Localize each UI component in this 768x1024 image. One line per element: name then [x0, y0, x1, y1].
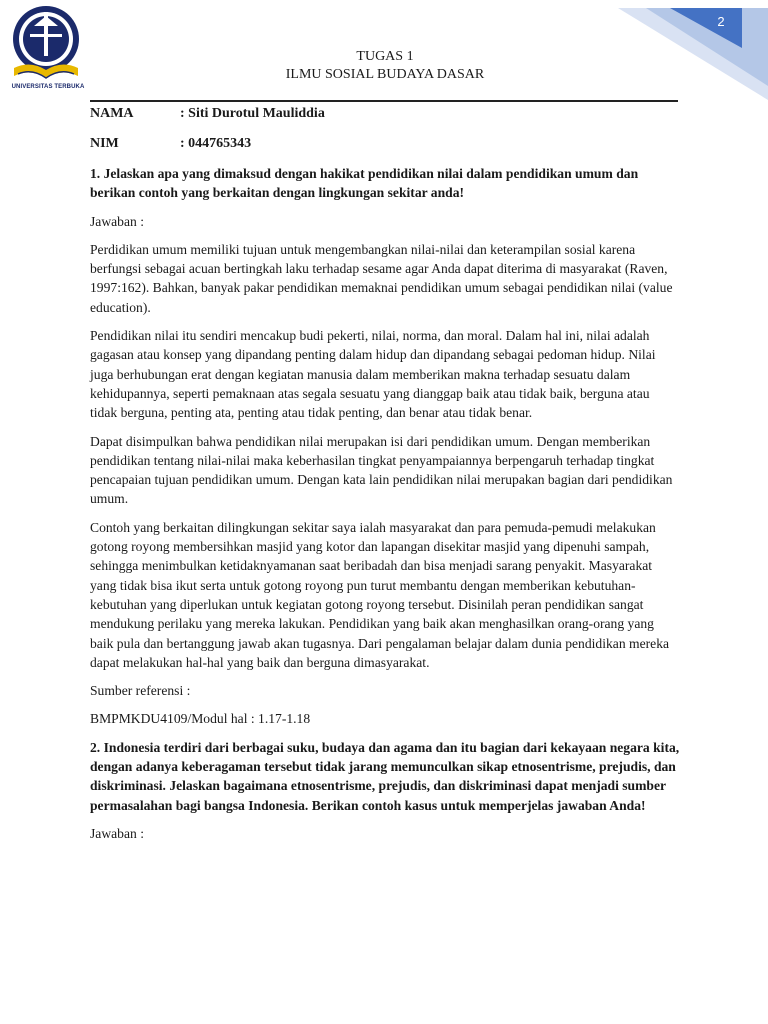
- logo-text: UNIVERSITAS TERBUKA: [11, 84, 85, 90]
- paragraph: Pendidikan nilai itu sendiri mencakup budi pekerti, nilai, norma, dan moral. Dalam hal ini, nilai adalah gagasan atau konsep yang dipandang penting dalam hidup dan dipandang sebagai pedoman hidup. Nilai juga berhubungan erat dengan kegiatan manusia dalam memberikan makna terhadap sesuatu dalam kehidupannya, seperti pemaknaan atas segala sesuatu yang dianggap baik atau tidak baik, berguna atau tidak berguna, penting ata, penting atau tidak penting, dan benar atau tidak benar.: [90, 328, 656, 421]
- source-label: Sumber referensi :: [90, 683, 191, 699]
- header-rule: [90, 100, 678, 102]
- answer-label-2: Jawaban :: [90, 825, 144, 841]
- question-2: 2. Indonesia terdiri dari berbagai suku, budaya dan agama dan itu bagian dari kekayaan negara kita, dengan adanya keberagaman tersebut tidak jarang memunculkan sikap etnosentrisme, prejudis, dan diskriminasi. Jelaskan bagaimana etnosentrisme, prejudis, dan diskriminasi dapat menjadi sumber permasalahan bagi bangsa Indonesia. Berikan contoh kasus untuk memperjelas jawaban Anda!: [90, 739, 680, 813]
- nim-label: NIM: [90, 136, 119, 151]
- paragraph: Perdidikan umum memiliki tujuan untuk mengembangkan nilai-nilai dan keterampilan sosial karena berfungsi sebagai acuan bertingkah laku terhadap sesame agar Anda dapat diterima di masyarakat (Raven, 1997:162). Bahkan, banyak pakar pendidikan memaknai pendidikan umum sebagai pendidikan nilai (value education).: [90, 241, 673, 315]
- answer-label: Jawaban :: [90, 213, 144, 229]
- document-body: [90, 103, 680, 843]
- question-1: 1. Jelaskan apa yang dimaksud dengan hakikat pendidikan nilai dalam pendidikan umum dan berikan contoh yang berkaitan dengan lingkungan sekitar anda!: [90, 166, 639, 201]
- name-value: : Siti Durotul Mauliddia: [180, 106, 325, 121]
- name-label: NAMA: [90, 106, 134, 121]
- name-row: [90, 104, 680, 123]
- nim-value: : 044765343: [180, 136, 252, 151]
- page-title: TUGAS 1: [356, 49, 414, 64]
- nim-row: [90, 134, 680, 153]
- page-number: 2: [717, 14, 725, 29]
- paragraph: Dapat disimpulkan bahwa pendidikan nilai merupakan isi dari pendidikan umum. Dengan memberikan pendidikan tentang nilai-nilai maka keberhasilan tingkat penyampaiannya berpengaruh terhadap tingkat pencapaian tujuan pendidikan umum. Dengan kata lain pendidikan nilai merupakan bagian dari pendidikan umum.: [90, 433, 673, 507]
- page-subtitle: ILMU SOSIAL BUDAYA DASAR: [285, 67, 485, 82]
- source-value: BMPMKDU4109/Modul hal : 1.17-1.18: [90, 711, 311, 727]
- paragraph: Contoh yang berkaitan dilingkungan sekitar saya ialah masyarakat dan para pemuda-pemudi melakukan gotong royong membersihkan masjid yang kotor dan lapangan disekitar masjid yang dipenuhi sampah, sehingga menimbulkan ketidaknyamanan saat beribadah dan bisa menjadi sarang penyakit. Masyarakat yang tidak bisa ikut serta untuk gotong royong pun turut membantu dengan memberikan kebutuhan-kebutuhan yang diperlukan untuk kegiatan gotong royong tersebut. Disinilah peran pendidikan sangat mendukung perilaku yang mereka lakukan. Pendidikan yang baik akan menghasilkan orang-orang yang baik pula dan bertanggung jawab akan tugasnya. Dari pengalaman belajar dalam dunia pendidikan mereka dapat melakukan hal-hal yang baik dan berguna dimasyarakat.: [90, 519, 670, 670]
- universitas-terbuka-logo: [4, 2, 88, 94]
